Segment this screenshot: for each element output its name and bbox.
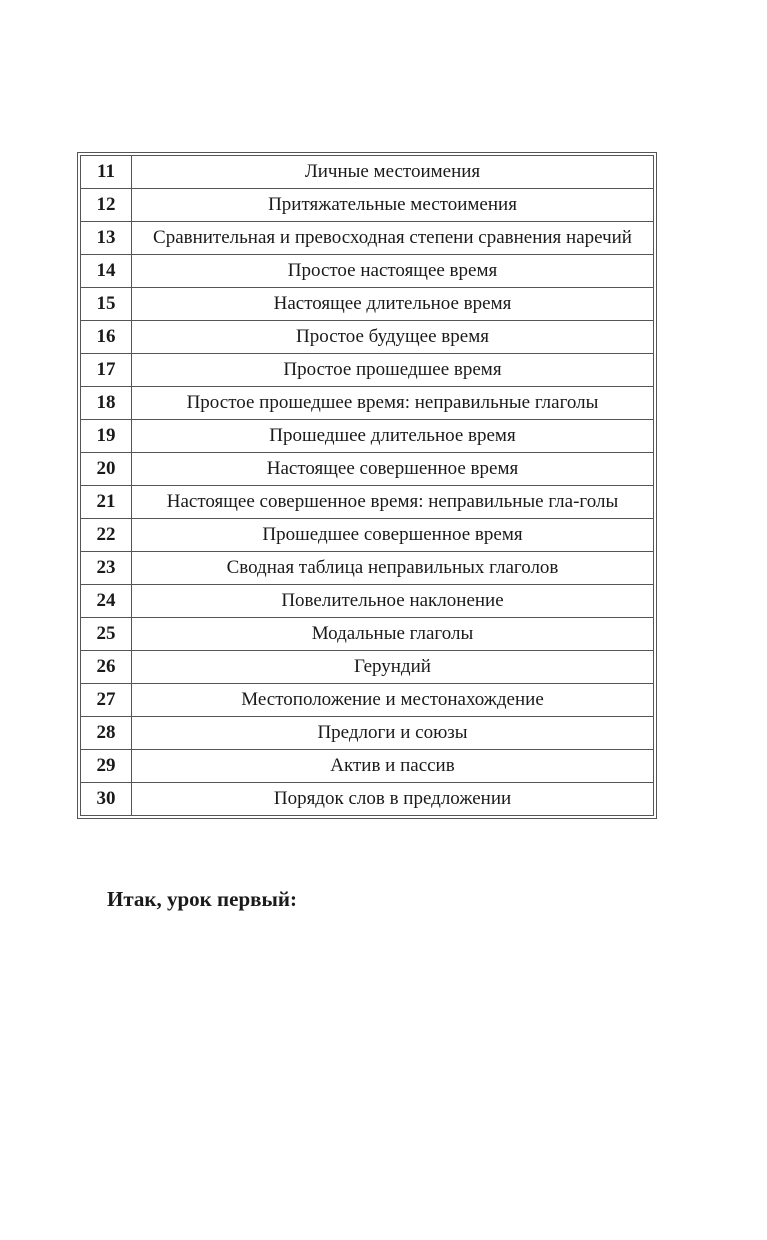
lesson-number: 30 [81, 783, 132, 816]
lessons-table [80, 155, 654, 816]
table-row [81, 750, 654, 783]
lesson-number: 24 [81, 585, 132, 618]
lesson-title: Простое прошедшее время [132, 354, 654, 387]
table-row [81, 453, 654, 486]
lesson-number: 13 [81, 222, 132, 255]
lesson-title: Настоящее длительное время [132, 288, 654, 321]
table-row [81, 783, 654, 816]
table-row [81, 321, 654, 354]
table-row [81, 684, 654, 717]
lesson-title: Предлоги и союзы [132, 717, 654, 750]
lesson-number: 17 [81, 354, 132, 387]
table-row [81, 420, 654, 453]
table-row [81, 189, 654, 222]
closing-heading: Итак, урок первый: [107, 887, 297, 911]
lesson-title: Простое настоящее время [132, 255, 654, 288]
table-row [81, 288, 654, 321]
lesson-number: 19 [81, 420, 132, 453]
lesson-title: Сравнительная и превосходная степени сравнения наречий [132, 222, 654, 255]
lesson-number: 15 [81, 288, 132, 321]
table-row [81, 519, 654, 552]
table-row [81, 387, 654, 420]
lesson-number: 14 [81, 255, 132, 288]
lesson-number: 11 [81, 156, 132, 189]
lesson-number: 27 [81, 684, 132, 717]
lesson-number: 18 [81, 387, 132, 420]
lesson-title: Местоположение и местонахождение [132, 684, 654, 717]
lesson-title: Повелительное наклонение [132, 585, 654, 618]
lesson-number: 29 [81, 750, 132, 783]
lesson-title: Модальные глаголы [132, 618, 654, 651]
lesson-number: 28 [81, 717, 132, 750]
table-row [81, 585, 654, 618]
lesson-number: 26 [81, 651, 132, 684]
table-row [81, 717, 654, 750]
lesson-title: Прошедшее совершенное время [132, 519, 654, 552]
lesson-number: 23 [81, 552, 132, 585]
table-row [81, 552, 654, 585]
lesson-number: 25 [81, 618, 132, 651]
table-row [81, 354, 654, 387]
lesson-title: Настоящее совершенное время [132, 453, 654, 486]
table-row [81, 618, 654, 651]
lesson-title: Герундий [132, 651, 654, 684]
lesson-title: Сводная таблица неправильных глаголов [132, 552, 654, 585]
lesson-title: Актив и пассив [132, 750, 654, 783]
lesson-title: Прошедшее длительное время [132, 420, 654, 453]
lesson-title: Порядок слов в предложении [132, 783, 654, 816]
lesson-title: Притяжательные местоимения [132, 189, 654, 222]
lesson-number: 21 [81, 486, 132, 519]
table-row [81, 486, 654, 519]
lesson-title: Настоящее совершенное время: неправильные гла-голы [132, 486, 654, 519]
lesson-number: 12 [81, 189, 132, 222]
lesson-number: 22 [81, 519, 132, 552]
table-row [81, 222, 654, 255]
lesson-number: 16 [81, 321, 132, 354]
table-row [81, 156, 654, 189]
lesson-number: 20 [81, 453, 132, 486]
lesson-title: Простое будущее время [132, 321, 654, 354]
table-row [81, 255, 654, 288]
table-row [81, 651, 654, 684]
lessons-table-frame [77, 152, 657, 819]
lesson-title: Простое прошедшее время: неправильные глаголы [132, 387, 654, 420]
lesson-title: Личные местоимения [132, 156, 654, 189]
